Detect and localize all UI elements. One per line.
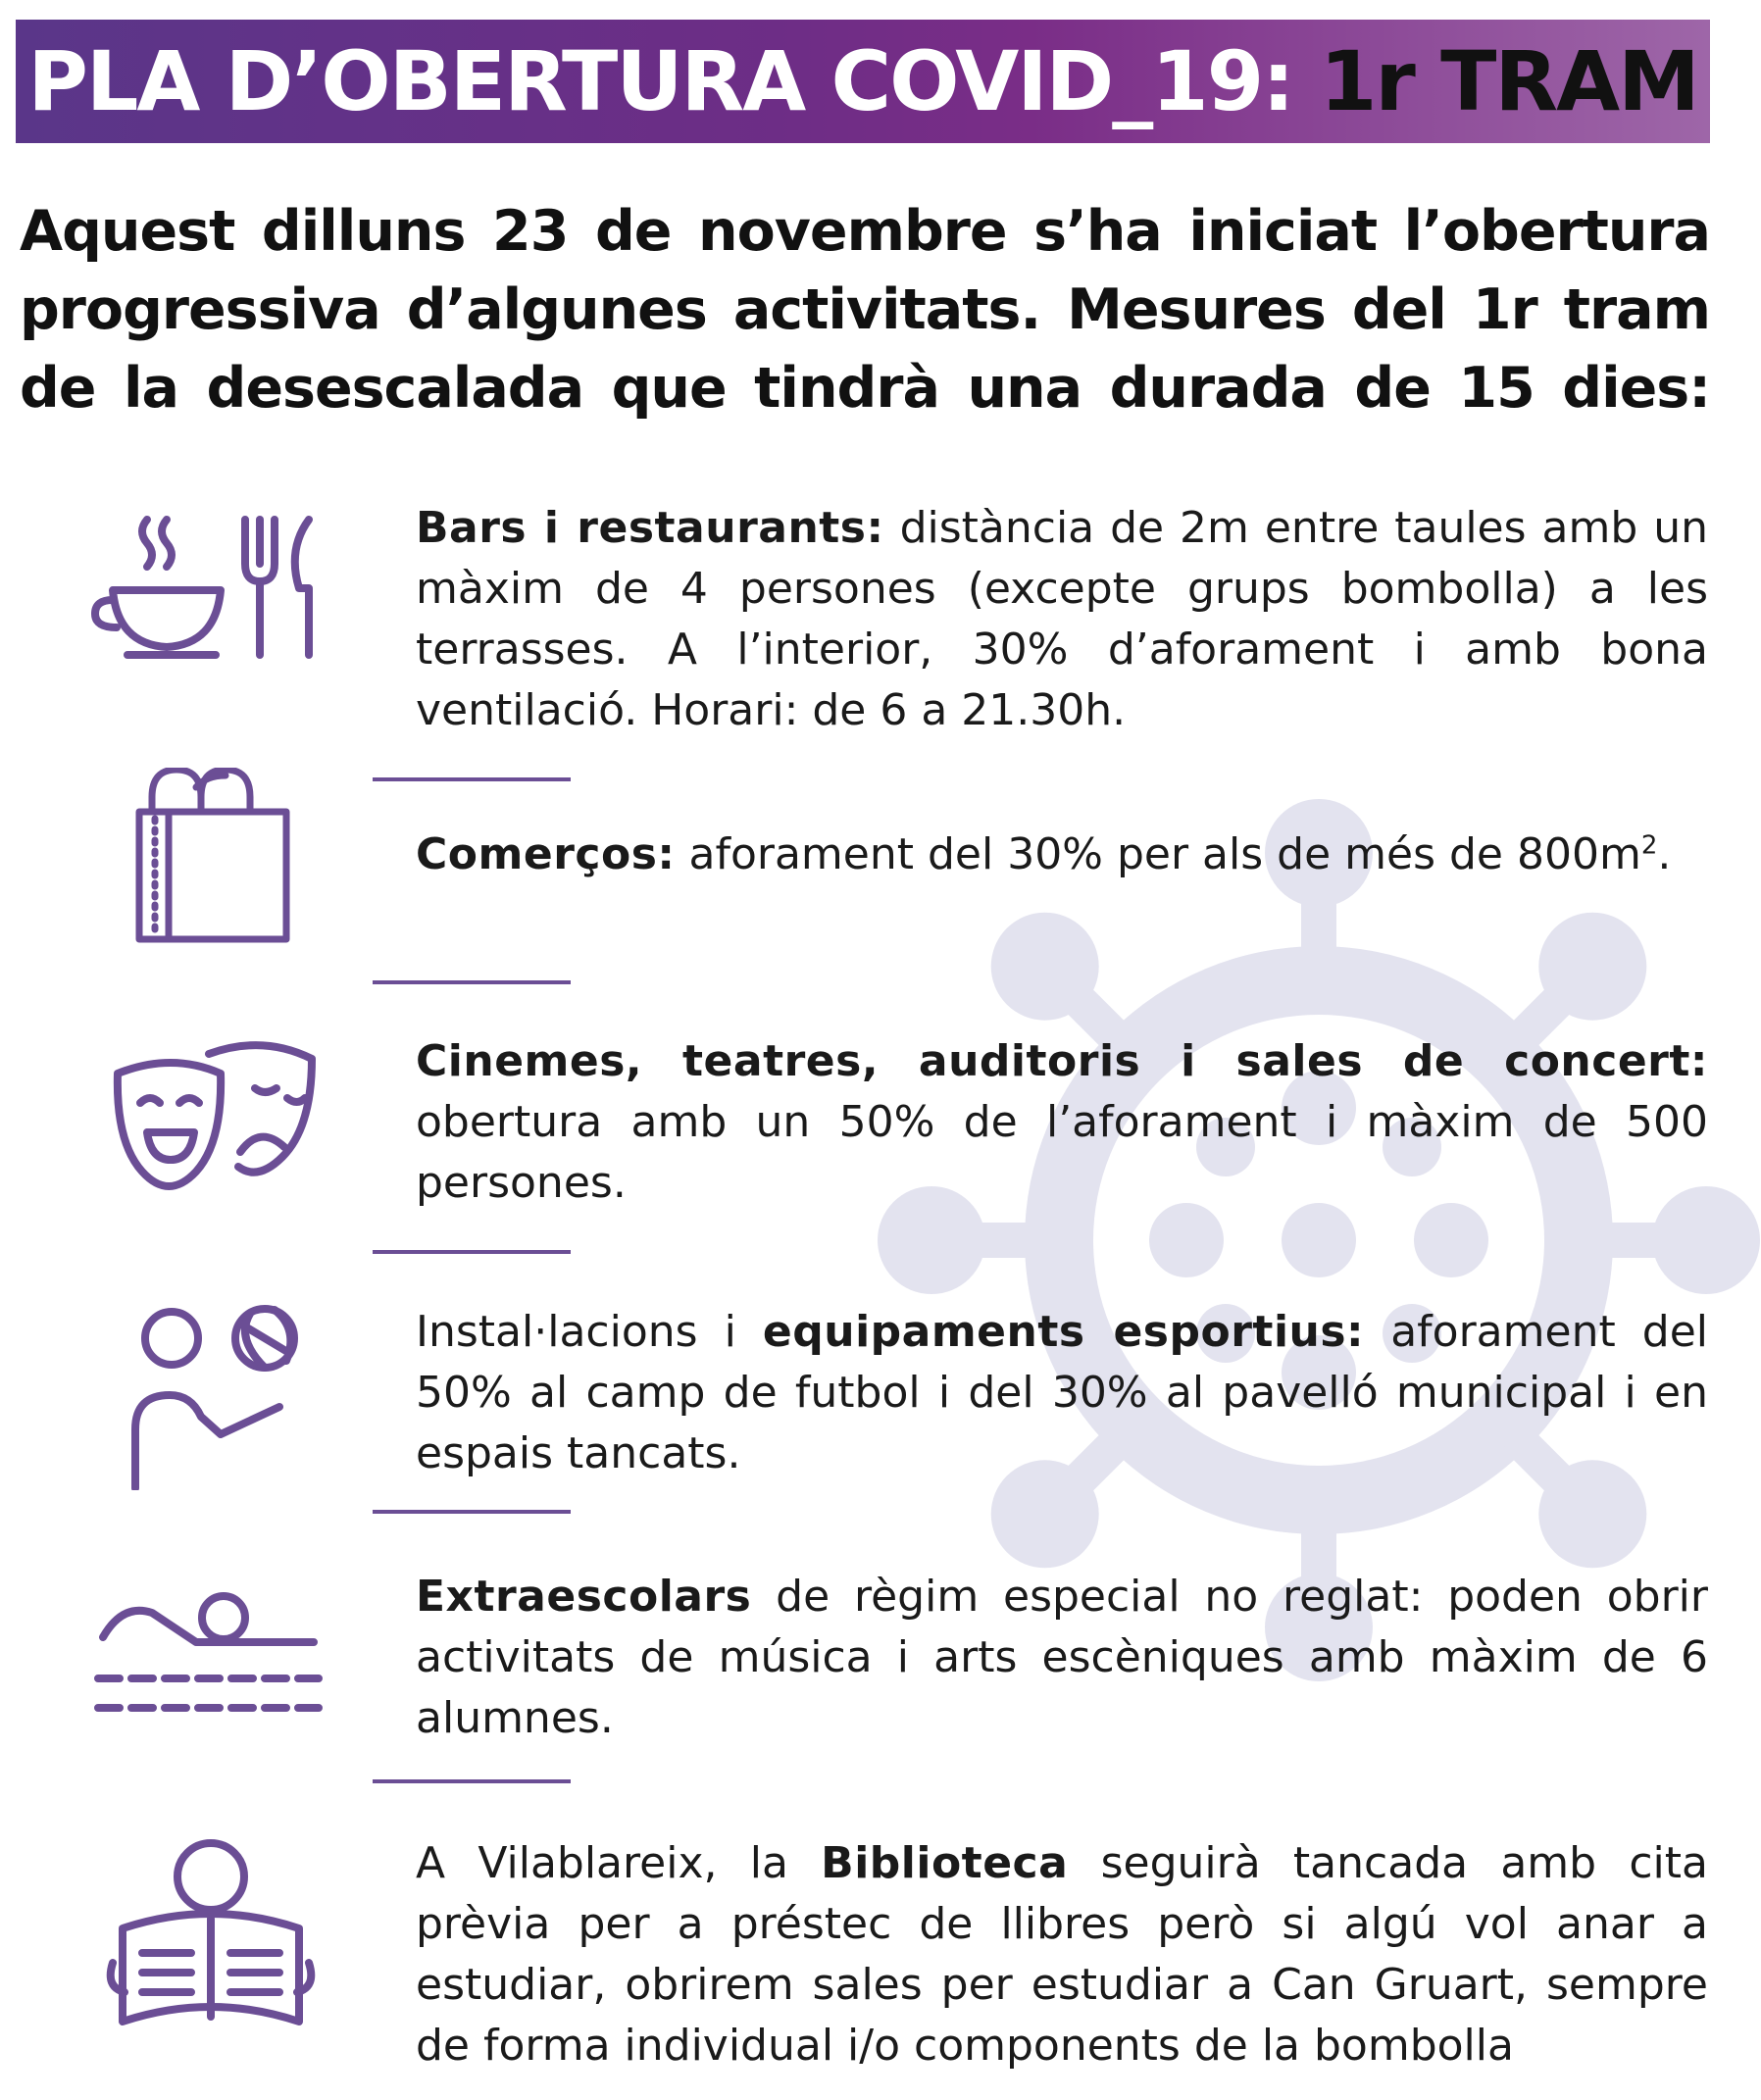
measure-desc-tail: . — [1657, 829, 1672, 879]
divider — [373, 777, 571, 781]
measure-title: Cinemes, teatres, auditoris i sales de concert: — [416, 1036, 1708, 1086]
measure-pre: A Vilablareix, la — [416, 1838, 822, 1888]
page-title-main: PLA D’OBERTURA COVID_19: — [27, 33, 1320, 129]
superscript: 2 — [1640, 830, 1658, 861]
swimmer-icon — [88, 1588, 324, 1725]
measure-pre: Instal·lacions i — [416, 1307, 763, 1357]
page-title — [27, 33, 1697, 129]
measure-title: Bars i restaurants: — [416, 503, 884, 553]
measure-desc: aforament del 50% al camp de futbol i del 30% al pavelló municipal i en espais tancats. — [416, 1307, 1708, 1478]
measure-text — [416, 1031, 1708, 1214]
divider — [373, 1779, 571, 1783]
measure-title: equipaments esportius: — [762, 1307, 1365, 1357]
measure-title: Biblioteca — [821, 1838, 1069, 1888]
cafe-cutlery-icon — [88, 510, 343, 667]
divider — [373, 980, 571, 984]
divider — [373, 1250, 571, 1254]
measure-text — [416, 1302, 1708, 1484]
divider — [373, 1510, 571, 1514]
measure-text — [416, 825, 1708, 885]
measure-desc: distància de 2m entre taules amb un màxim de 4 persones (excepte grups bombolla) a les terrasses. A l’interior, 30% d’aforament i amb bona ventilació. Horari: de 6 a 21.30h. — [416, 503, 1708, 735]
measure-desc: aforament del 30% per als de més de 800m — [675, 829, 1641, 879]
intro-paragraph: Aquest dilluns 23 de novembre s’ha iniciat l’obertura progressiva d’algunes activitats. Mesures del 1r tram de la desescalada que tindrà una durada de 15 dies: — [20, 199, 1710, 421]
page-title-accent: 1r TRAM — [1319, 33, 1698, 129]
measure-text — [416, 1567, 1708, 1749]
measure-text — [416, 1833, 1708, 2076]
shopping-bag-icon — [127, 768, 304, 944]
measure-title: Comerços: — [416, 829, 676, 879]
theatre-masks-icon — [113, 1039, 319, 1196]
virus-watermark-icon — [863, 784, 1761, 1696]
measure-desc: seguirà tancada amb cita prèvia per a préstec de llibres però si algú vol anar a estudiar, obrirem sales per estudiar a Can Gruart, sempre de forma individual i/o components de la bombolla — [416, 1838, 1708, 2071]
measure-desc: de règim especial no reglat: poden obrir activitats de música i arts escèniques amb màxim de 6 alumnes. — [416, 1572, 1708, 1743]
measure-text — [416, 498, 1708, 741]
header-banner — [16, 20, 1710, 143]
measure-desc: obertura amb un 50% de l’aforament i màxim de 500 persones. — [416, 1097, 1708, 1208]
reader-newspaper-icon — [103, 1835, 319, 2041]
measure-title: Extraescolars — [416, 1572, 752, 1622]
sports-ball-icon — [118, 1304, 314, 1490]
